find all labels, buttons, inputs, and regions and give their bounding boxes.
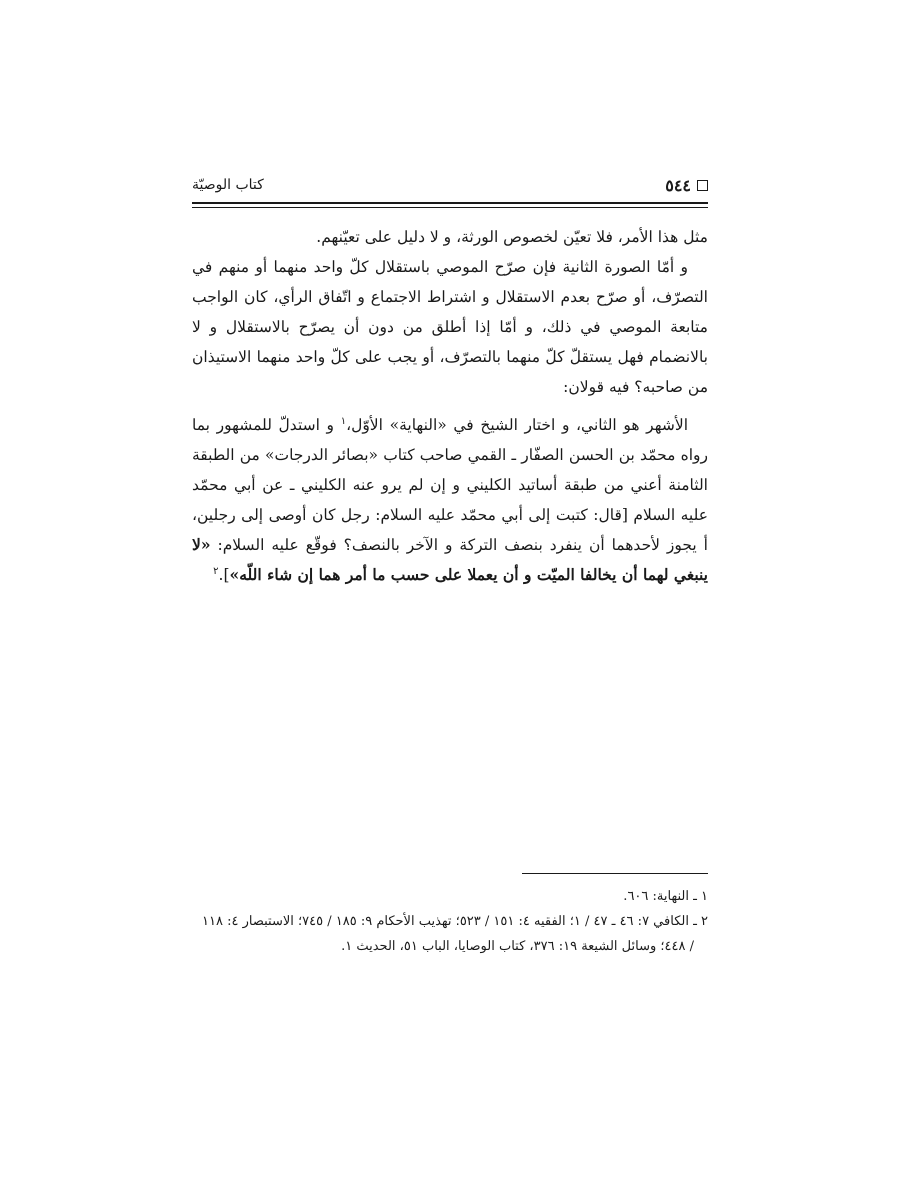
paragraph-3-text-end: ].	[218, 566, 230, 584]
header-rule-thick	[192, 202, 708, 204]
header-rule-thin	[192, 207, 708, 208]
paragraph-3-text-b: و استدلّ للمشهور بما رواه محمّد بن الحسن الصفّار ـ القمي صاحب كتاب «بصائر الدرجات» من الطبقة الثامنة أعني من طبقة أساتيد الكليني و إن لم يرو عنه الكليني ـ عن أبي محمّد عليه السلام [قال: كتبت إلى أبي محمّد عليه السلام: رجل كان أوصى إلى رجلين، أ يجوز لأحدهما أن ينفرد بنصف التركة و الآخر بالنصف؟ فوقّع عليه السلام:	[192, 416, 708, 554]
paragraph-2: و أمّا الصورة الثانية فإن صرّح الموصي باستقلال كلّ واحد منهما أو منهم في التصرّف، أو صرّح بعدم الاستقلال و اشتراط الاجتماع و اتّفاق الرأي، كان الواجب متابعة الموصي في ذلك، و أمّا إذا أطلق من دون أن يصرّح بالاستقلال و لا بالانضمام فهل يستقلّ كلّ منهما بالتصرّف، أو يجب على كلّ واحد منهما الاستيذان من صاحبه؟ فيه قولان:	[192, 258, 708, 396]
page-number: ٥٤٤	[665, 176, 691, 195]
running-header	[192, 172, 708, 198]
footnote-1: ١ ـ النهاية: ٦٠٦.	[623, 889, 708, 904]
footnote-2-line-2: / ٤٤٨؛ وسائل الشيعة ١٩: ٣٧٦، كتاب الوصايا، الباب ٥١، الحديث ١.	[341, 939, 694, 954]
footnote-2-line-1: ٢ ـ الكافي ٧: ٤٦ ـ ٤٧ / ١؛ الفقيه ٤: ١٥١ / ٥٢٣؛ تهذيب الأحكام ٩: ١٨٥ / ٧٤٥؛ الاستبصار ٤: ١١٨	[202, 914, 708, 929]
footnotes	[192, 884, 708, 959]
paragraph-3-text-a: الأشهر هو الثاني، و اختار الشيخ في «النهاية» الأوّل،	[346, 416, 689, 434]
footnote-ref-2[interactable]: ٢	[213, 565, 219, 577]
hadith-quote: «لا ينبغي لهما أن يخالفا الميّت و أن يعملا على حسب ما أمر هما إن شاء اللّه»	[192, 535, 708, 584]
main-text	[192, 222, 708, 590]
paragraph-1: مثل هذا الأمر، فلا تعيّن لخصوص الورثة، و لا دليل على تعيّنهم.	[316, 228, 708, 246]
footnote-separator	[522, 873, 708, 874]
footnote-ref-1[interactable]: ١	[340, 415, 347, 427]
book-title: كتاب الوصيّة	[192, 177, 264, 193]
paragraph-3	[192, 410, 708, 590]
square-bullet-icon	[697, 180, 708, 191]
page-number-group	[665, 176, 708, 195]
